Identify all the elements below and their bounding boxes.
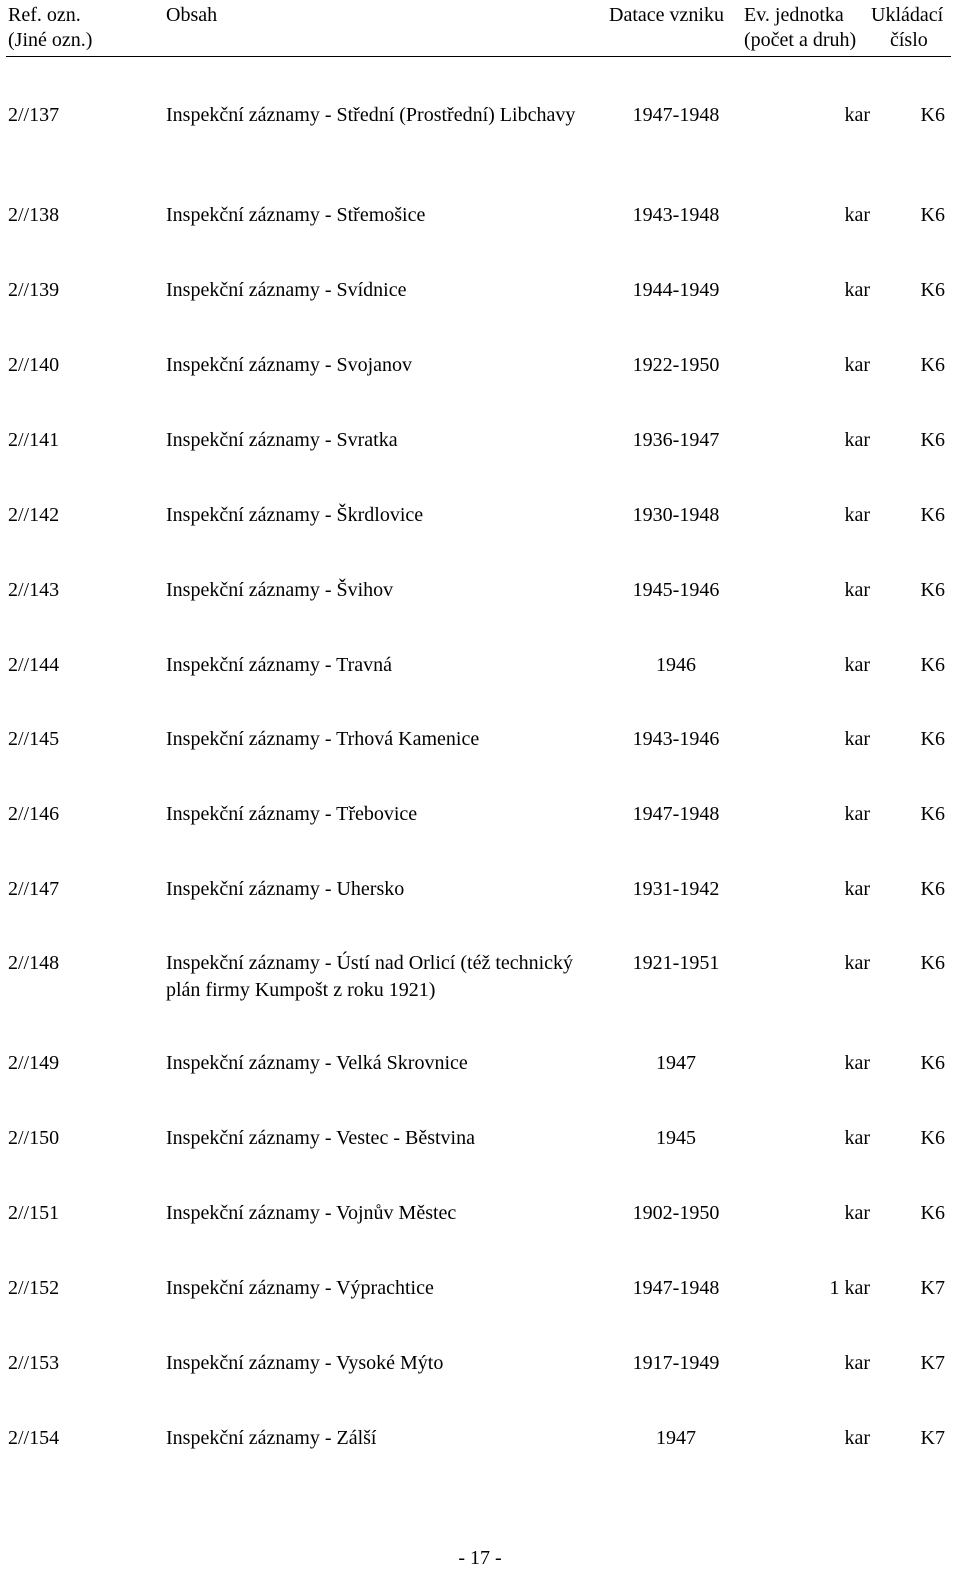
- header-datace: Datace vzniku: [609, 4, 724, 26]
- cell-datace: 1945: [656, 1127, 696, 1149]
- cell-ev-jednotka: kar: [844, 1052, 870, 1074]
- cell-ref: 2//137: [8, 104, 60, 126]
- cell-obsah: Inspekční záznamy - Vysoké Mýto: [166, 1352, 444, 1374]
- table-header: [0, 0, 960, 58]
- cell-ukladaci-cislo: K6: [920, 654, 945, 676]
- cell-ev-jednotka: kar: [844, 1202, 870, 1224]
- cell-datace: 1947-1948: [632, 104, 720, 126]
- cell-obsah: Inspekční záznamy - Zálší: [166, 1427, 377, 1449]
- cell-ref: 2//153: [8, 1352, 60, 1374]
- cell-ukladaci-cislo: K7: [920, 1352, 945, 1374]
- cell-ref: 2//143: [8, 579, 60, 601]
- cell-ukladaci-cislo: K6: [920, 354, 945, 376]
- header-jine-ozn: (Jiné ozn.): [8, 29, 93, 51]
- cell-ukladaci-cislo: K6: [920, 1202, 945, 1224]
- header-line-1: [0, 3, 960, 27]
- cell-datace: 1930-1948: [632, 504, 720, 526]
- header-ref: Ref. ozn.: [8, 4, 81, 26]
- cell-ukladaci-cislo: K6: [920, 952, 945, 974]
- cell-ev-jednotka: kar: [844, 803, 870, 825]
- cell-ukladaci-cislo: K6: [920, 1052, 945, 1074]
- cell-ev-jednotka: kar: [844, 728, 870, 750]
- cell-ev-jednotka: kar: [844, 1127, 870, 1149]
- cell-datace: 1947: [656, 1052, 696, 1074]
- cell-ev-jednotka: 1 kar: [829, 1277, 870, 1299]
- cell-ukladaci-cislo: K6: [920, 728, 945, 750]
- cell-datace: 1902-1950: [632, 1202, 720, 1224]
- cell-datace: 1946: [656, 654, 696, 676]
- header-obsah: Obsah: [166, 4, 218, 26]
- cell-obsah: Inspekční záznamy - Švihov: [166, 579, 394, 601]
- header-ev-jednotka: Ev. jednotka: [744, 4, 844, 26]
- page-number: - 17 -: [458, 1547, 502, 1569]
- cell-ev-jednotka: kar: [844, 1427, 870, 1449]
- cell-ev-jednotka: kar: [844, 1352, 870, 1374]
- cell-datace: 1943-1948: [632, 204, 720, 226]
- cell-ref: 2//145: [8, 728, 60, 750]
- cell-ref: 2//144: [8, 654, 60, 676]
- cell-ev-jednotka: kar: [844, 878, 870, 900]
- cell-ev-jednotka: kar: [844, 104, 870, 126]
- cell-ev-jednotka: kar: [844, 579, 870, 601]
- cell-datace: 1936-1947: [632, 429, 720, 451]
- cell-datace: 1947: [656, 1427, 696, 1449]
- cell-ref: 2//147: [8, 878, 60, 900]
- cell-obsah: Inspekční záznamy - Vestec - Běstvina: [166, 1127, 475, 1149]
- cell-datace: 1931-1942: [632, 878, 720, 900]
- cell-datace: 1947-1948: [632, 1277, 720, 1299]
- cell-ref: 2//150: [8, 1127, 60, 1149]
- cell-datace: 1947-1948: [632, 803, 720, 825]
- cell-ref: 2//149: [8, 1052, 60, 1074]
- cell-obsah: Inspekční záznamy - Uhersko: [166, 878, 405, 900]
- cell-obsah: Inspekční záznamy - Travná: [166, 654, 393, 676]
- cell-obsah: Inspekční záznamy - Velká Skrovnice: [166, 1052, 468, 1074]
- cell-ukladaci-cislo: K6: [920, 429, 945, 451]
- cell-obsah: Inspekční záznamy - Třebovice: [166, 803, 418, 825]
- cell-datace: 1945-1946: [632, 579, 720, 601]
- cell-ev-jednotka: kar: [844, 204, 870, 226]
- cell-ev-jednotka: kar: [844, 654, 870, 676]
- header-pocet-druh: (počet a druh): [744, 29, 857, 51]
- cell-obsah: Inspekční záznamy - Ústí nad Orlicí (též technický plán firmy Kumpošt z roku 1921): [166, 952, 574, 1001]
- cell-obsah: Inspekční záznamy - Střední (Prostřední) Libchavy: [166, 104, 576, 126]
- cell-ref: 2//139: [8, 279, 60, 301]
- cell-ref: 2//140: [8, 354, 60, 376]
- cell-ref: 2//138: [8, 204, 60, 226]
- cell-ev-jednotka: kar: [844, 504, 870, 526]
- header-ukladaci: Ukládací: [871, 4, 944, 26]
- cell-obsah: Inspekční záznamy - Trhová Kamenice: [166, 728, 480, 750]
- cell-ref: 2//154: [8, 1427, 60, 1449]
- cell-ukladaci-cislo: K6: [920, 878, 945, 900]
- cell-obsah: Inspekční záznamy - Svojanov: [166, 354, 413, 376]
- cell-ref: 2//151: [8, 1202, 60, 1224]
- cell-obsah: Inspekční záznamy - Svídnice: [166, 279, 407, 301]
- cell-ukladaci-cislo: K7: [920, 1427, 945, 1449]
- cell-obsah: Inspekční záznamy - Škrdlovice: [166, 504, 424, 526]
- cell-ev-jednotka: kar: [844, 279, 870, 301]
- cell-datace: 1943-1946: [632, 728, 720, 750]
- cell-ukladaci-cislo: K6: [920, 104, 945, 126]
- cell-datace: 1944-1949: [632, 279, 720, 301]
- cell-ukladaci-cislo: K6: [920, 579, 945, 601]
- cell-ref: 2//141: [8, 429, 60, 451]
- cell-obsah: Inspekční záznamy - Svratka: [166, 429, 398, 451]
- cell-ev-jednotka: kar: [844, 429, 870, 451]
- cell-ukladaci-cislo: K7: [920, 1277, 945, 1299]
- cell-datace: 1921-1951: [632, 952, 720, 974]
- cell-ukladaci-cislo: K6: [920, 279, 945, 301]
- cell-ukladaci-cislo: K6: [920, 504, 945, 526]
- cell-obsah: Inspekční záznamy - Střemošice: [166, 204, 426, 226]
- cell-datace: 1922-1950: [632, 354, 720, 376]
- cell-obsah: Inspekční záznamy - Vojnův Městec: [166, 1202, 457, 1224]
- header-line-2: [0, 28, 960, 52]
- cell-ref: 2//146: [8, 803, 60, 825]
- cell-ev-jednotka: kar: [844, 952, 870, 974]
- cell-obsah: Inspekční záznamy - Výprachtice: [166, 1277, 434, 1299]
- cell-datace: 1917-1949: [632, 1352, 720, 1374]
- cell-ukladaci-cislo: K6: [920, 803, 945, 825]
- header-divider: [6, 56, 951, 57]
- cell-ref: 2//148: [8, 952, 60, 974]
- header-cislo: číslo: [890, 29, 928, 51]
- cell-ref: 2//152: [8, 1277, 60, 1299]
- cell-ev-jednotka: kar: [844, 354, 870, 376]
- cell-ukladaci-cislo: K6: [920, 204, 945, 226]
- cell-ukladaci-cislo: K6: [920, 1127, 945, 1149]
- cell-ref: 2//142: [8, 504, 60, 526]
